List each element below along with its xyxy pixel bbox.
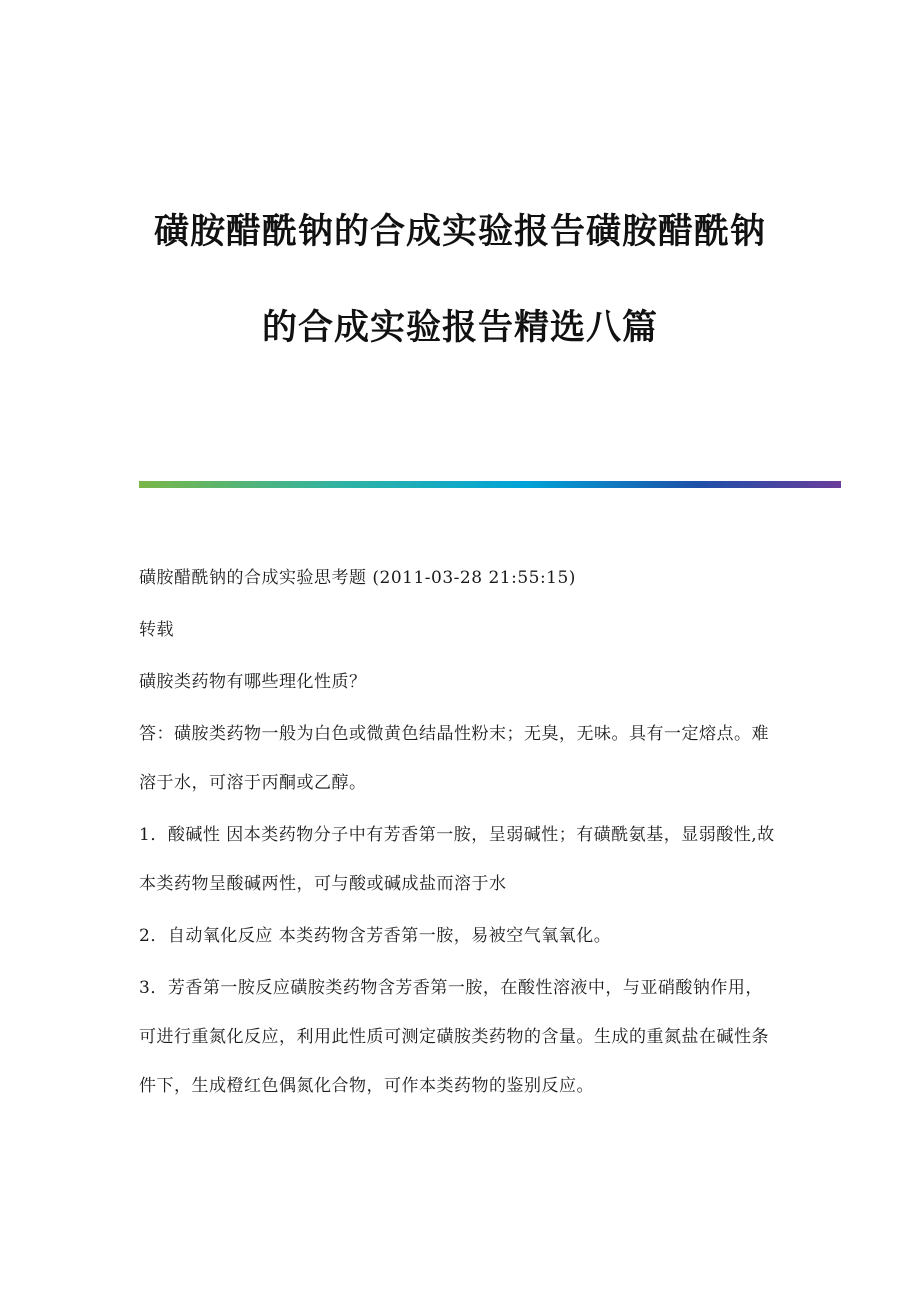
gradient-divider (139, 481, 841, 488)
paragraph-item-2: 2．自动氧化反应 本类药物含芳香第一胺，易被空气氧氧化。 (139, 926, 612, 946)
title-line-2: 的合成实验报告精选八篇 (261, 308, 658, 348)
document-title (0, 210, 920, 350)
paragraph-heading-date: 磺胺醋酰钠的合成实验思考题 (2011-03-28 21:55:15) (139, 568, 576, 588)
paragraph-item-1: 1．酸碱性 因本类药物分子中有芳香第一胺，呈弱碱性；有磺酰氨基，显弱酸性,故本类药物呈酸碱两性，可与酸或碱成盐而溶于水 (139, 825, 775, 894)
paragraph-item-3: 3．芳香第一胺反应磺胺类药物含芳香第一胺，在酸性溶液中，与亚硝酸钠作用，可进行重氮化反应，利用此性质可测定磺胺类药物的含量。生成的重氮盐在碱性条件下，生成橙红色偶氮化合物，可作本类药物的鉴别反应。 (139, 978, 769, 1096)
paragraph-question: 磺胺类药物有哪些理化性质？ (139, 672, 367, 692)
title-line-1: 磺胺醋酰钠的合成实验报告磺胺醋酰钠 (153, 212, 766, 252)
document-body (139, 565, 779, 1125)
paragraph-repost: 转载 (139, 620, 174, 640)
paragraph-answer: 答：磺胺类药物一般为白色或微黄色结晶性粉末；无臭，无味。具有一定熔点。难溶于水，可溶于丙酮或乙醇。 (139, 724, 769, 793)
